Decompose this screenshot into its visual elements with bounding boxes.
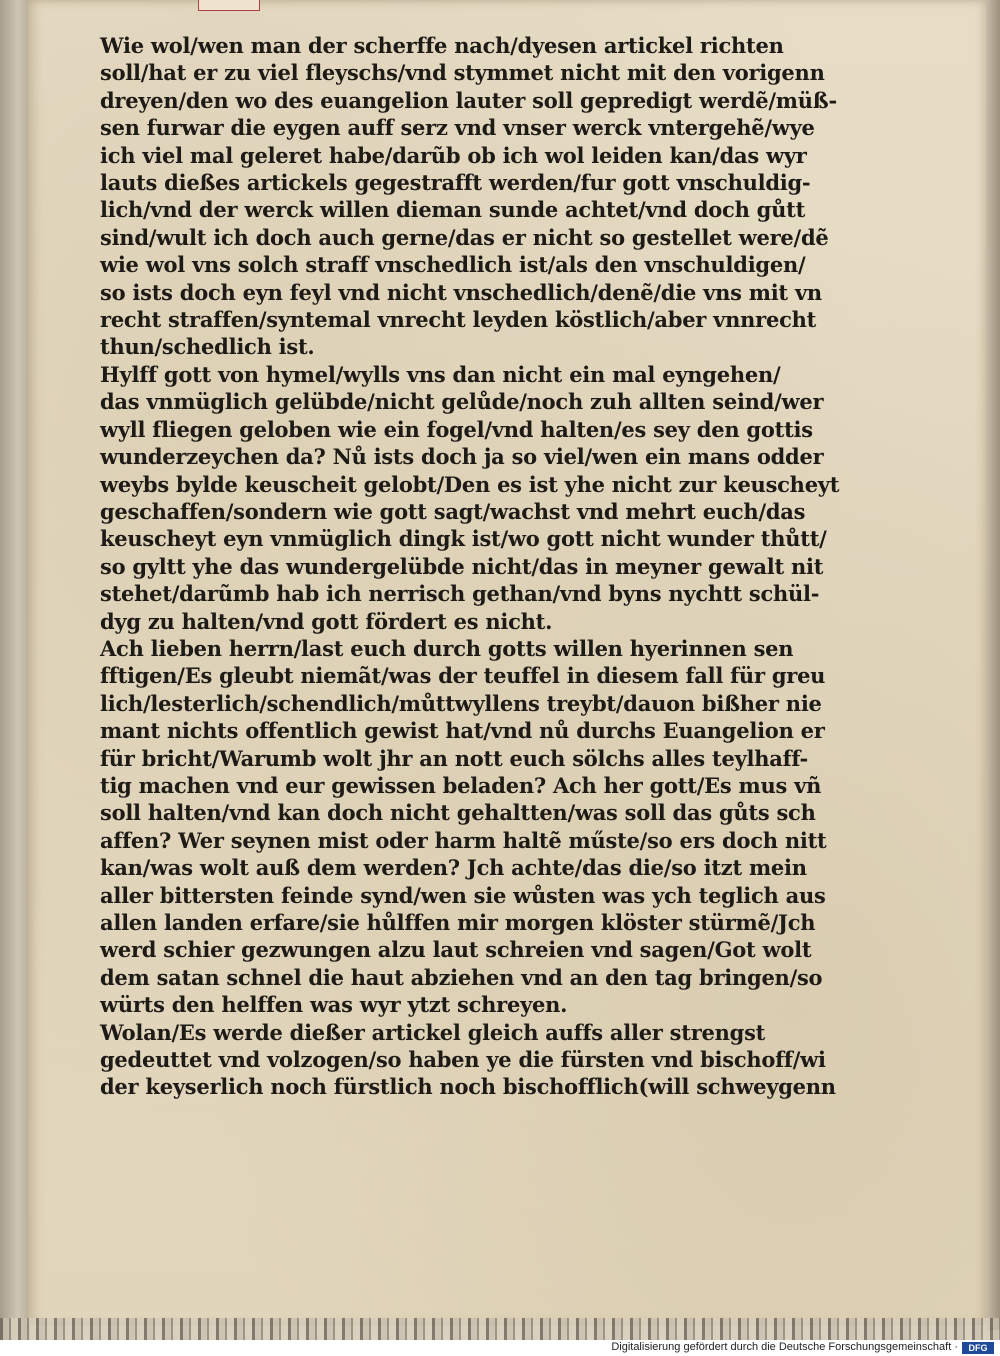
dfg-logo-icon: DFG [962,1342,994,1354]
page-stack-left-edge [0,0,30,1340]
red-margin-mark [198,0,260,11]
paragraph-3: Ach lieben herrn/last euch durch gotts willen hyerinnen sen fftigen/Es gleubt niemãt/was der teuffel in diesem fall für greu lich/lesterlich/schendlich/můttwyllens treybt/dauon bißher nie mant nichts offentlich gewist hat/vnd nů durchs Euangelion er für bricht/Warumb wolt jhr an nott euch sölchs alles teylhaff- tig machen vnd eur gewissen beladen? Ach her gott/Es mus vñ soll halten/vnd kan doch nicht gehaltten/was soll das gůts sch affen? Wer seynen mist oder harm haltẽ műste/so ers doch nitt kan/was wolt auß dem werden? Jch achte/das die/so itzt mein aller bittersten feinde synd/wen sie wůsten was ych teglich aus allen landen erfare/sie hůlffen mir morgen klöster stürmẽ/Jch werd schier gezwungen alzu laut schreien vnd sagen/Got wolt dem satan schnel die haut abziehen vnd an den tag bringen/so würts den helffen was wyr ytzt schreyen. [100,635,827,1018]
page-stack-right-edge [986,0,1000,1330]
paragraph-2: Hylff gott von hymel/wylls vns dan nicht ein mal eyngehen/ das vnmüglich gelübde/nicht gelůde/noch zuh allten seind/wer wyll fliegen geloben wie ein fogel/vnd halten/es sey den gottis wunderzeychen da? Nů ists doch ja so viel/wen ein mans odder weybs bylde keuscheit gelobt/Den es ist yhe nicht zur keuscheyt geschaffen/sondern wie gott sagt/wachst vnd mehrt euch/das keuscheyt eyn vnmüglich dingk ist/wo gott nicht wunder thůtt/ so gyltt yhe das wundergelübde nicht/das in meyner gewalt nit stehet/darũmb hab ich nerrisch gethan/vnd byns nychtt schül- dyg zu halten/vnd gott fördert es nicht. [100,361,840,634]
paragraph-1: Wie wol/wen man der scherffe nach/dyesen artickel richten soll/hat er zu viel fleyschs/vnd stymmet nicht mit den vorigenn dreyen/den wo des euangelion lauter soll gepredigt werdẽ/müß- sen furwar die eygen auff serz vnd vnser werck vntergehẽ/wye ich viel mal geleret habe/darũb ob ich wol leiden kan/das wyr lauts dießes artickels gegestrafft werden/fur gott vnschuldig- lich/vnd der werck willen dieman sunde achtet/vnd doch gůtt sind/wult ich doch auch gerne/das er nicht so gestellet were/dẽ wie wol vns solch straff vnschedlich ist/als den vnschuldigen/ so ists doch eyn feyl vnd nicht vnschedlich/denẽ/die vns mit vn recht straffen/syntemal vnrecht leyden köstlich/aber vnnrecht thun/schedlich ist. [100,33,837,360]
funding-credit: Digitalisierung gefördert durch die Deutsche Forschungsgemeinschaft · [611,1341,958,1353]
page-text-block [100,32,910,1101]
paragraph-4: Wolan/Es werde dießer artickel gleich auffs aller strengst gedeuttet vnd volzogen/so haben ye die fürsten vnd bischoff/wi der keyserlich noch fürstlich noch bischofflich(will schweygenn [100,1019,836,1100]
page-stack-bottom-edge [0,1318,1000,1340]
digitization-footer [0,1340,1000,1356]
